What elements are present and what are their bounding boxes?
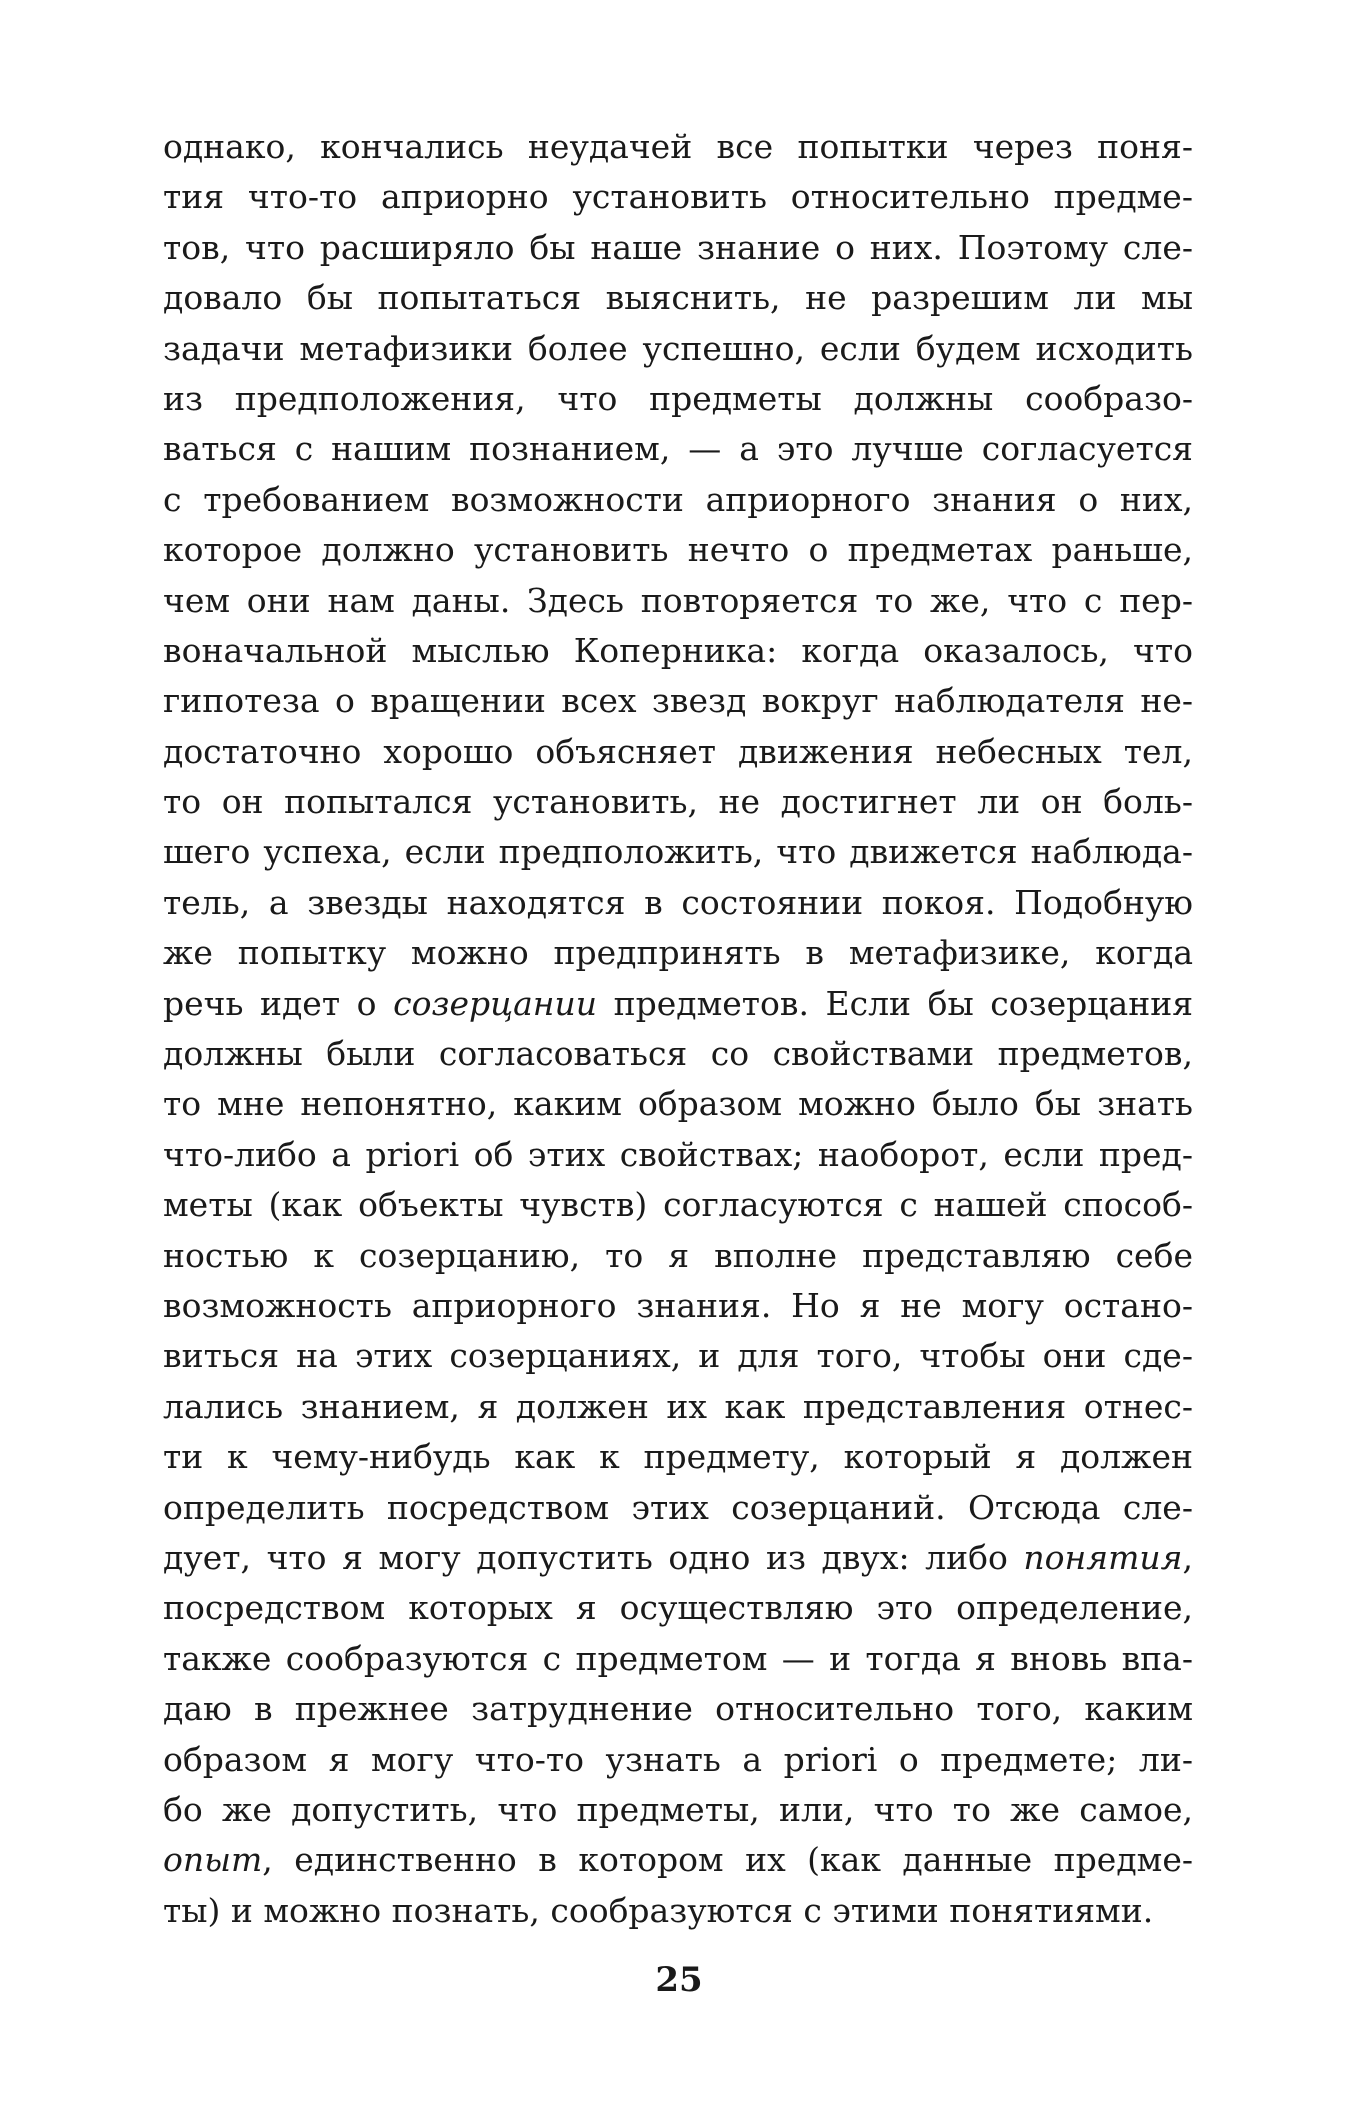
body-text: [163, 122, 1193, 1936]
text-line: [163, 928, 1193, 978]
text-segment: однако, кончались неудачей все попытки через поня-: [163, 127, 1193, 166]
text-segment: должны были согласоваться со свойствами предметов,: [163, 1034, 1193, 1074]
italic-term: созерцании: [393, 983, 598, 1023]
text-line: [163, 1281, 1193, 1331]
text-line: [163, 1483, 1193, 1533]
text-segment: воначальной мыслью Коперника: когда оказалось, что: [163, 630, 1193, 670]
text-line: [163, 324, 1193, 374]
text-segment: гипотеза о вращении всех звезд вокруг наблюдателя не-: [163, 681, 1193, 721]
text-segment: образом я могу что-то узнать a priori о предмете; ли-: [163, 1739, 1193, 1779]
text-line: [163, 1180, 1193, 1230]
text-segment: то мне непонятно, каким образом можно было бы знать: [163, 1084, 1193, 1124]
text-segment: определить посредством этих созерцаний. Отсюда сле-: [163, 1487, 1193, 1527]
text-line: [163, 777, 1193, 827]
italic-term: опыт: [163, 1840, 263, 1880]
text-segment: ты) и можно познать, сообразуются с этими понятиями.: [163, 1890, 1154, 1930]
text-line: [163, 1785, 1193, 1835]
text-segment: ти к чему-нибудь как к предмету, который я должен: [163, 1437, 1193, 1477]
text-line: [163, 1583, 1193, 1633]
text-segment: из предположения, что предметы должны сообразо-: [163, 378, 1193, 418]
text-line: [163, 827, 1193, 877]
text-line: [163, 1331, 1193, 1381]
text-segment: тов, что расширяло бы наше знание о них. Поэтому сле-: [163, 227, 1193, 267]
text-line: [163, 878, 1193, 928]
text-segment: также сообразуются с предметом — и тогда я вновь впа-: [163, 1638, 1193, 1678]
text-line: [163, 626, 1193, 676]
text-segment: ностью к созерцанию, то я вполне представляю себе: [163, 1235, 1193, 1275]
italic-term: понятия: [1023, 1537, 1183, 1577]
text-line: [163, 1735, 1193, 1785]
page-number: 25: [655, 1960, 703, 2000]
text-segment: что-либо a priori об этих свойствах; наоборот, если пред-: [163, 1134, 1193, 1174]
text-line: [163, 676, 1193, 726]
text-segment: посредством которых я осуществляю это определение,: [163, 1588, 1193, 1628]
text-segment: с требованием возможности априорного знания о них,: [163, 479, 1193, 519]
text-line: [163, 122, 1193, 172]
text-line: [163, 424, 1193, 474]
text-line: [163, 525, 1193, 575]
text-segment: достаточно хорошо объясняет движения небесных тел,: [163, 731, 1193, 771]
text-segment: тия что-то априорно установить относительно предме-: [163, 177, 1193, 217]
text-line: [163, 979, 1193, 1029]
text-line: [163, 1634, 1193, 1684]
text-line: [163, 1533, 1193, 1583]
text-line: [163, 1130, 1193, 1180]
text-segment: которое должно установить нечто о предметах раньше,: [163, 530, 1193, 570]
text-line: [163, 1432, 1193, 1482]
text-segment: то он попытался установить, не достигнет ли он боль-: [163, 782, 1193, 822]
text-segment: довало бы попытаться выяснить, не разрешим ли мы: [163, 278, 1193, 318]
text-line: [163, 223, 1193, 273]
text-line: [163, 727, 1193, 777]
text-line: [163, 273, 1193, 323]
text-segment: тель, а звезды находятся в состоянии покоя. Подобную: [163, 882, 1193, 922]
text-segment: лались знанием, я должен их как представления отнес-: [163, 1386, 1193, 1426]
text-segment: предметов. Если бы созерцания: [597, 983, 1193, 1023]
text-segment: меты (как объекты чувств) согласуются с нашей способ-: [163, 1185, 1193, 1225]
text-segment: возможность априорного знания. Но я не могу остано-: [163, 1285, 1193, 1325]
text-segment: дует, что я могу допустить одно из двух: либо: [163, 1537, 1024, 1577]
text-line: [163, 172, 1193, 222]
text-line: [163, 1231, 1193, 1281]
text-line: [163, 475, 1193, 525]
text-line: [163, 1079, 1193, 1129]
text-segment: ,: [1182, 1537, 1193, 1577]
text-line: [163, 1684, 1193, 1734]
text-segment: даю в прежнее затруднение относительно того, каким: [163, 1689, 1193, 1729]
text-segment: речь идет о: [163, 983, 394, 1023]
text-line: [163, 576, 1193, 626]
text-line: [163, 1886, 1193, 1936]
text-segment: чем они нам даны. Здесь повторяется то же, что с пер-: [163, 580, 1193, 620]
text-segment: , единственно в котором их (как данные предме-: [262, 1840, 1193, 1880]
text-segment: задачи метафизики более успешно, если будем исходить: [163, 328, 1193, 368]
text-segment: же попытку можно предпринять в метафизике, когда: [163, 933, 1193, 973]
text-segment: бо же допустить, что предметы, или, что то же самое,: [163, 1789, 1193, 1829]
text-line: [163, 1029, 1193, 1079]
text-segment: шего успеха, если предположить, что движется наблюда-: [163, 832, 1193, 872]
text-line: [163, 374, 1193, 424]
text-line: [163, 1382, 1193, 1432]
text-segment: виться на этих созерцаниях, и для того, чтобы они сде-: [163, 1336, 1193, 1376]
text-segment: ваться с нашим познанием, — а это лучше согласуется: [163, 429, 1193, 469]
text-line: [163, 1835, 1193, 1885]
